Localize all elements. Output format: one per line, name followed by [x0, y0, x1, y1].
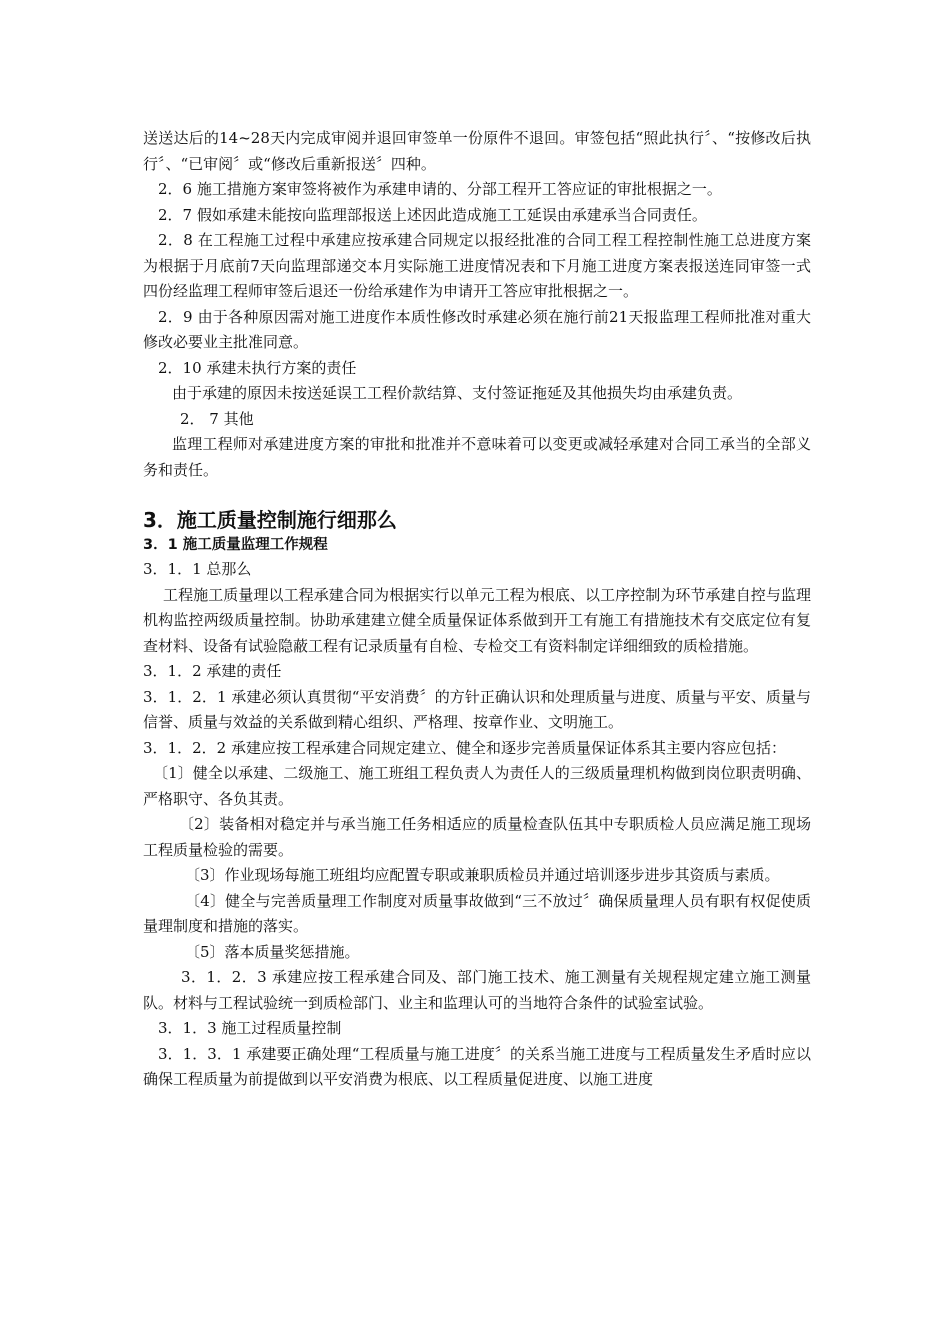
heading-3-1-3: 3．1．3 施工过程质量控制	[158, 1019, 342, 1037]
list-item-2: 〔2〕装备相对稳定并与承当施工任务相适应的质量检查队伍其中专职质检人员应满足施工现场工程质量检验的需要。	[143, 815, 811, 859]
list-item-4: 〔4〕健全与完善质量理工作制度对质量事故做到“三不放过〞确保质量理人员有职有权促使质量理制度和措施的落实。	[143, 891, 811, 935]
list-item-5: 〔5〕落本质量奖惩措施。	[185, 942, 360, 961]
paragraph-3-1-2-3: 3．1．2．3 承建应按工程承建合同及、部门施工技术、施工测量有关规程规定建立施工测量队。材料与工程试验统一到质检部门、业主和监理认可的当地符合条件的试验室试验。	[143, 968, 811, 1012]
subsection-title: 3．1 施工质量监理工作规程	[143, 537, 328, 553]
paragraph-3-1-2-1: 3．1．2．1 承建必须认真贯彻“平安消费〞的方针正确认识和处理质量与进度、质量与平安、质量与信誉、质量与效益的关系做到精心组织、严格理、按章作业、文明施工。	[143, 687, 811, 731]
paragraph-2-9: 2．9 由于各种原因需对施工进度作本质性修改时承建必须在施行前21天报监理工程师批准对重大修改必要业主批准同意。	[143, 307, 811, 351]
paragraph-3-1-3-1: 3．1．3．1 承建要正确处理“工程质量与施工进度〞的关系当施工进度与工程质量发生矛盾时应以确保工程质量为前提做到以平安消费为根底、以工程质量促进度、以施工进度	[143, 1044, 811, 1088]
heading-3-1-1: 3．1．1 总那么	[143, 560, 252, 578]
paragraph-continued: 送送达后的14~28天内完成审阅并退回审签单一份原件不退回。审签包括“照此执行〞、“按修改后执行〞、“已审阅〞或“修改后重新报送〞四种。	[143, 129, 811, 173]
document-body	[143, 126, 811, 1093]
list-item-3: 〔3〕作业现场每施工班组均应配置专职或兼职质检员并通过培训逐步进步其资质与素质。	[185, 866, 780, 884]
section-title: 3．施工质量控制施行细那么	[143, 508, 397, 532]
paragraph-2-10-body: 由于承建的原因未按送延误工工程价款结算、支付签证拖延及其他损失均由承建负责。	[172, 384, 743, 402]
paragraph-2-10: 2．10 承建未执行方案的责任	[158, 358, 357, 377]
paragraph-3-1-1-body: 工程施工质量理以工程承建合同为根据实行以单元工程为根底、以工序控制为环节承建自控与监理机构监控两级质量控制。协助承建建立健全质量保证体系做到开工有施工有措施技术有交底定位有复查材料、设备有试验隐蔽工程有记录质量有自检、专检交工有资料制定详细细致的质检措施。	[143, 585, 811, 655]
heading-3-1-2: 3．1．2 承建的责任	[143, 662, 282, 680]
paragraph-other-body: 监理工程师对承建进度方案的审批和批准并不意味着可以变更或减轻承建对合同工承当的全部义务和责任。	[143, 435, 811, 479]
paragraph-2-7: 2．7 假如承建未能按向监理部报送上述因此造成施工工延误由承建承当合同责任。	[158, 205, 707, 224]
paragraph-2-8: 2．8 在工程施工过程中承建应按承建合同规定以报经批准的合同工程工程控制性施工总进度方案为根据于月底前7天向监理部递交本月实际施工进度情况表和下月施工进度方案表报送连同审签一式四份经监理工程师审签后退还一份给承建作为申请开工答应审批根据之一。	[143, 231, 811, 300]
list-item-1: 〔1〕健全以承建、二级施工、施工班组工程负责人为责任人的三级质量理机构做到岗位职责明确、严格职守、各负其责。	[143, 764, 811, 808]
paragraph-3-1-2-2: 3．1．2．2 承建应按工程承建合同规定建立、健全和逐步完善质量保证体系其主要内容应包括：	[143, 738, 786, 757]
paragraph-2-6: 2．6 施工措施方案审签将被作为承建申请的、分部工程开工答应证的审批根据之一。	[158, 180, 722, 198]
paragraph-2-7-other: 2． 7 其他	[180, 409, 254, 428]
